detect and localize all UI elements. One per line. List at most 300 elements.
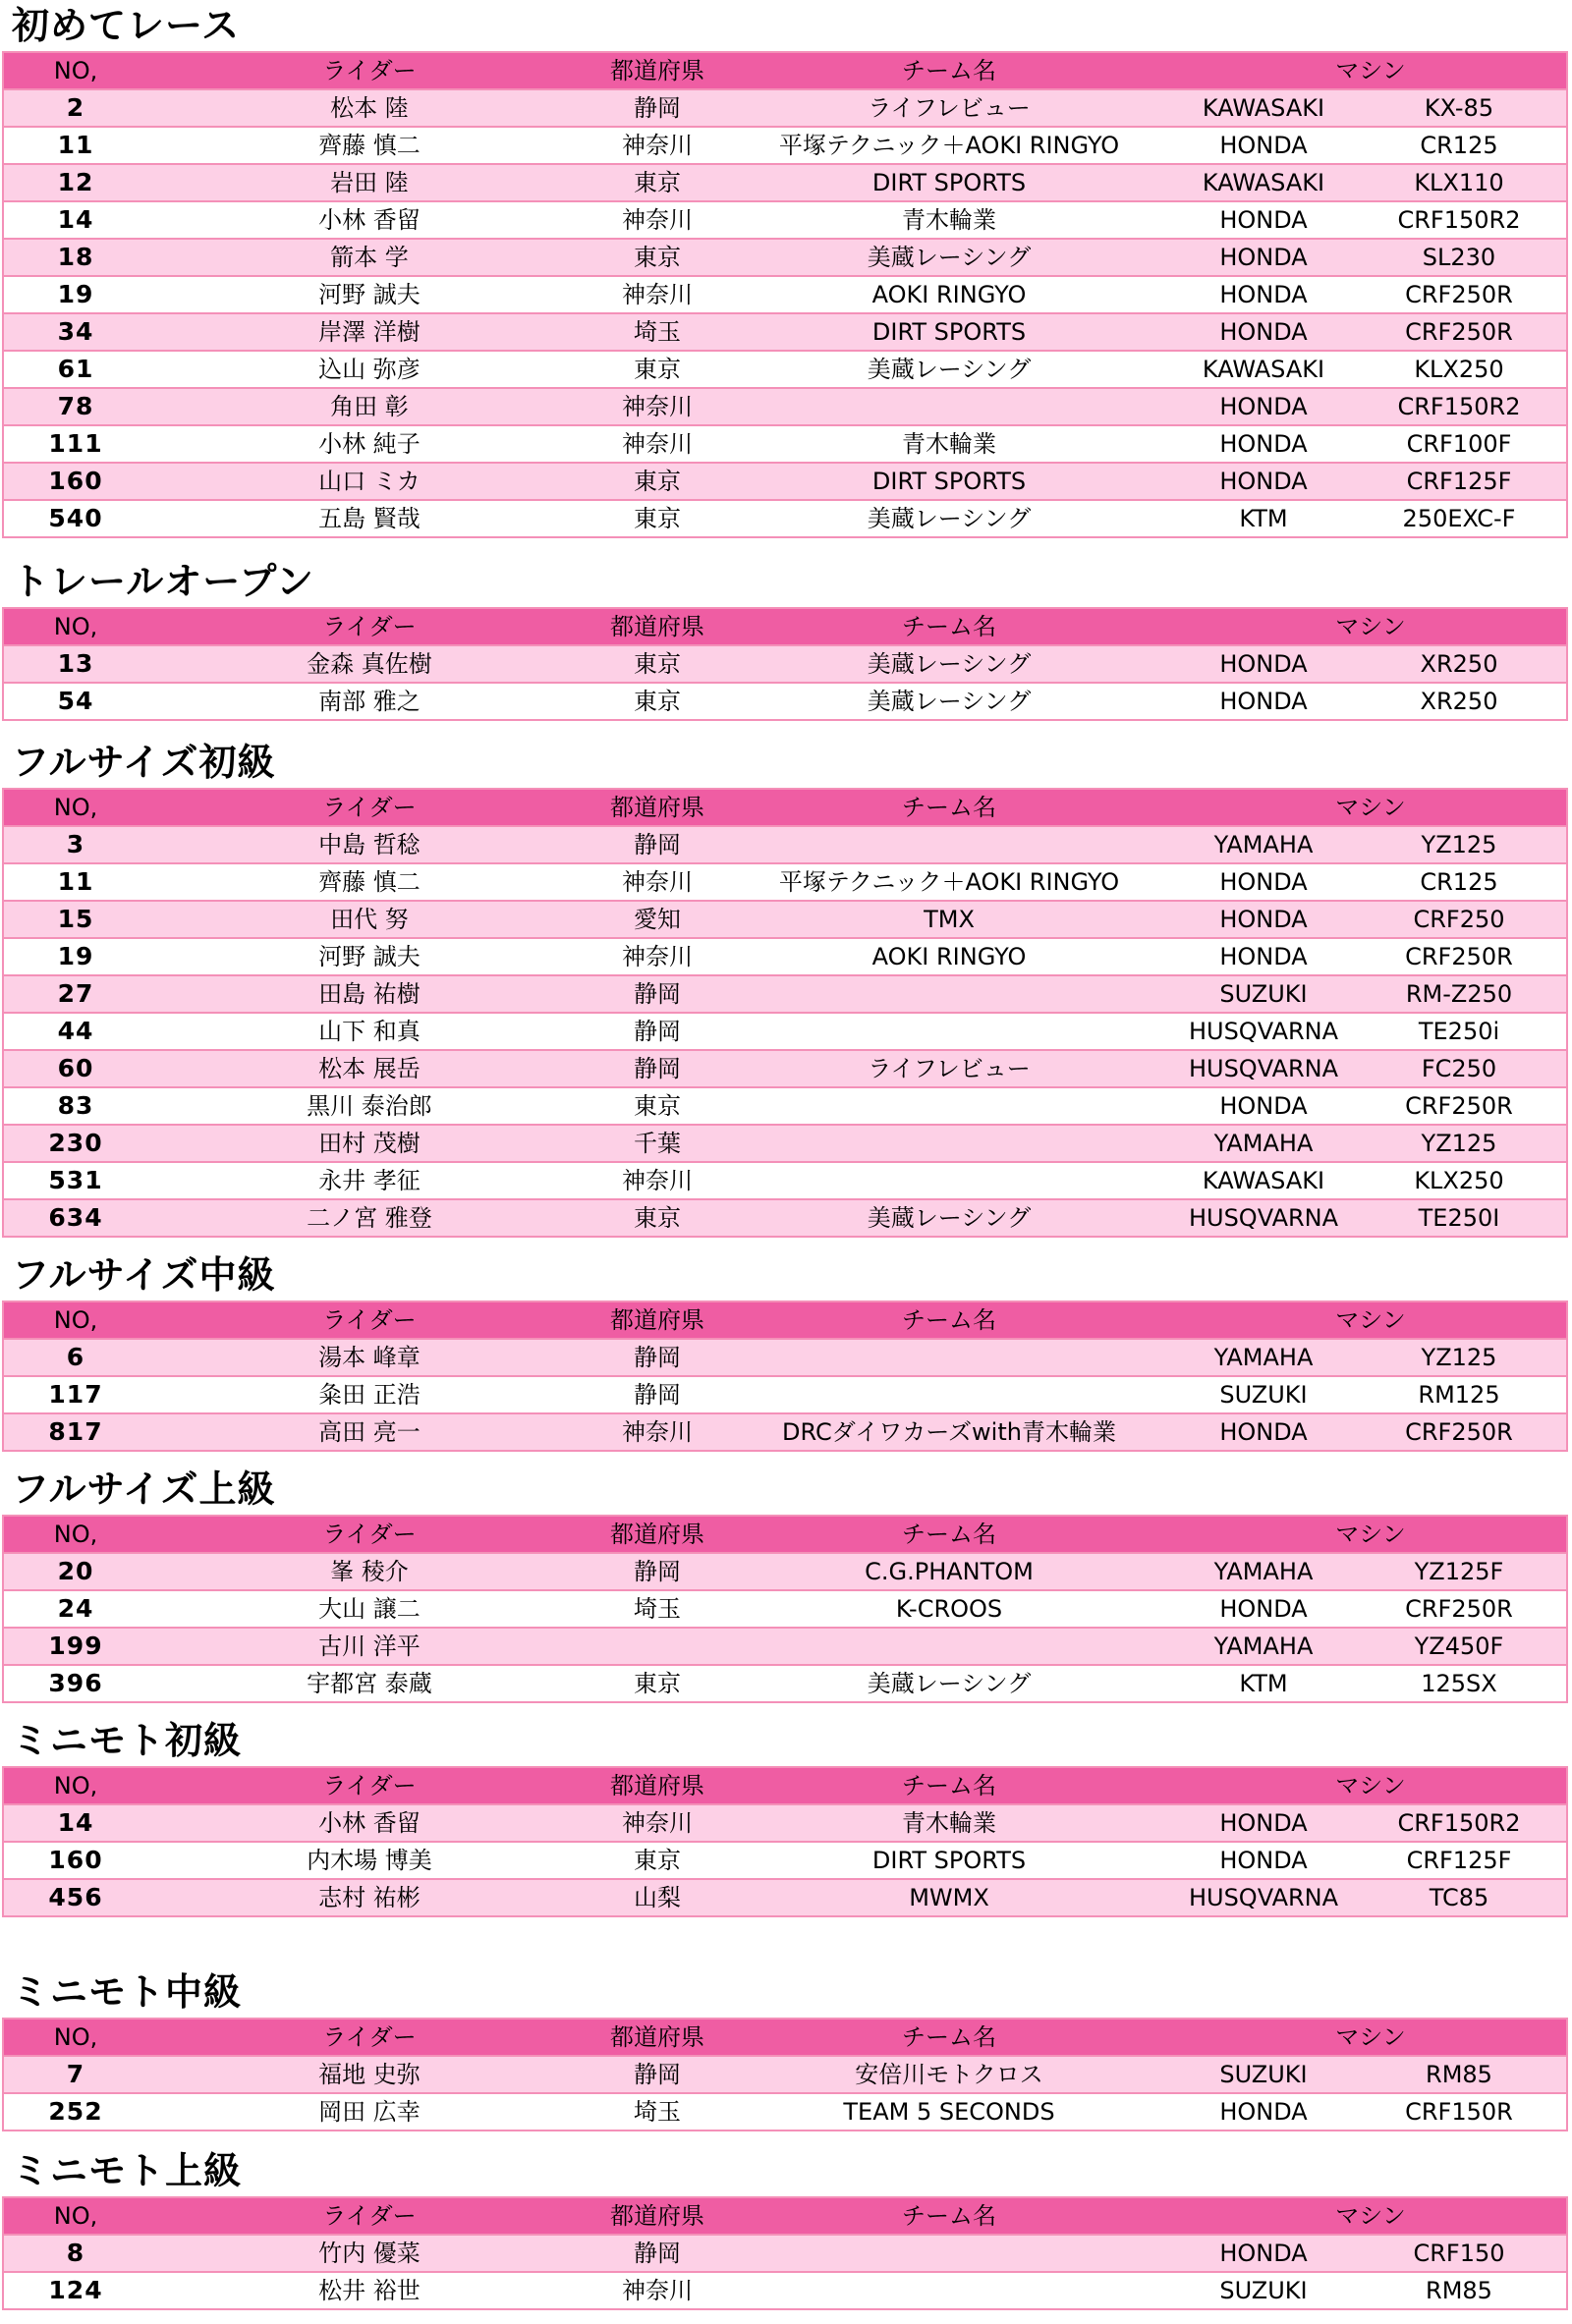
rider-prefecture: 神奈川	[622, 393, 693, 420]
rider-prefecture: 東京	[634, 244, 681, 271]
rider-team: DRCダイワカーズwith青木輪業	[782, 1418, 1116, 1446]
header-prefecture: 都道府県	[610, 1306, 704, 1334]
machine-model: CRF250R	[1405, 1092, 1513, 1120]
rider-prefecture: 東京	[634, 505, 681, 532]
rider-number: 160	[48, 467, 103, 495]
table-row	[2, 976, 1568, 1014]
entry-table	[2, 607, 1568, 721]
table-header	[2, 1302, 1568, 1340]
section-title: フルサイズ上級	[12, 1467, 276, 1511]
rider-team: DIRT SPORTS	[871, 1847, 1027, 1874]
table-row	[2, 1591, 1568, 1629]
header-rider: ライダー	[322, 613, 417, 640]
table-row	[2, 352, 1568, 389]
rider-name: 中島 哲稔	[318, 831, 421, 858]
table-row	[2, 165, 1568, 202]
rider-number: 60	[57, 1054, 94, 1082]
machine-model: CRF150R2	[1397, 1809, 1521, 1837]
rider-number: 83	[57, 1091, 94, 1120]
rider-number: 531	[48, 1166, 103, 1194]
table-row	[2, 1200, 1568, 1238]
header-rider: ライダー	[322, 794, 417, 821]
rider-team	[723, 976, 1175, 1012]
rider-team: 青木輪業	[902, 1809, 996, 1837]
machine-model: SL230	[1422, 244, 1496, 271]
machine-model: RM85	[1426, 2277, 1492, 2304]
rider-number: 27	[57, 979, 94, 1008]
rider-number: 18	[57, 243, 94, 271]
table-header	[2, 790, 1568, 827]
rider-team: TMX	[924, 906, 975, 933]
rider-name: 小林 香留	[318, 1809, 421, 1837]
machine-maker: HONDA	[1219, 943, 1308, 970]
machine-maker: YAMAHA	[1213, 1558, 1314, 1585]
machine-model: CRF250	[1413, 906, 1505, 933]
rider-team: DIRT SPORTS	[871, 318, 1027, 346]
table-row	[2, 864, 1568, 902]
rider-name: 小林 純子	[318, 430, 421, 458]
rider-name: 岩田 陸	[330, 169, 409, 196]
header-no: NO,	[53, 1306, 98, 1334]
rider-team: ライフレビュー	[868, 1055, 1031, 1082]
table-row	[2, 1554, 1568, 1591]
rider-team	[723, 1126, 1175, 1161]
header-machine: マシン	[1335, 1772, 1406, 1799]
table-row	[2, 1880, 1568, 1917]
rider-team: ライフレビュー	[868, 94, 1031, 122]
table-row	[2, 1414, 1568, 1452]
table-row	[2, 827, 1568, 864]
rider-name: 大山 譲二	[318, 1595, 421, 1623]
header-rider: ライダー	[322, 57, 417, 84]
section-title: フルサイズ初級	[12, 741, 276, 784]
rider-prefecture: 静岡	[634, 2061, 681, 2088]
header-team: チーム名	[902, 1772, 996, 1799]
rider-prefecture: 東京	[634, 1204, 681, 1232]
rider-number: 14	[57, 1808, 94, 1837]
rider-prefecture: 東京	[634, 356, 681, 383]
rider-prefecture: 静岡	[634, 1055, 681, 1082]
rider-team: 青木輪業	[902, 430, 996, 458]
machine-maker: KAWASAKI	[1202, 356, 1325, 383]
rider-prefecture: 静岡	[634, 2240, 681, 2267]
rider-prefecture: 神奈川	[622, 868, 693, 896]
rider-prefecture: 東京	[634, 1092, 681, 1120]
rider-prefecture: 神奈川	[622, 430, 693, 458]
section-title: ミニモト初級	[12, 1719, 243, 1762]
rider-prefecture: 静岡	[634, 1381, 681, 1409]
rider-number: 78	[57, 392, 94, 420]
header-machine: マシン	[1335, 2023, 1406, 2051]
table-row	[2, 2094, 1568, 2131]
rider-name: 松本 陸	[330, 94, 409, 122]
rider-name: 岸澤 洋樹	[318, 318, 421, 346]
section-title: トレールオープン	[12, 560, 314, 603]
rider-team: AOKI RINGYO	[871, 943, 1027, 970]
table-row	[2, 1126, 1568, 1163]
class-section	[0, 2145, 1572, 2310]
rider-team: MWMX	[909, 1884, 989, 1911]
rider-number: 19	[57, 280, 94, 308]
table-row	[2, 314, 1568, 352]
rider-name: 高田 亮一	[318, 1418, 421, 1446]
header-prefecture: 都道府県	[610, 794, 704, 821]
machine-maker: HONDA	[1219, 650, 1308, 678]
header-prefecture: 都道府県	[610, 613, 704, 640]
rider-team: 安倍川モトクロス	[855, 2061, 1043, 2088]
header-team: チーム名	[902, 1306, 996, 1334]
rider-team: AOKI RINGYO	[871, 281, 1027, 308]
rider-prefecture: 東京	[634, 1847, 681, 1874]
rider-number: 7	[66, 2060, 85, 2088]
class-section	[0, 1715, 1572, 1917]
rider-prefecture	[591, 1629, 723, 1664]
rider-team: K-CROOS	[895, 1595, 1003, 1623]
rider-prefecture: 神奈川	[622, 943, 693, 970]
machine-maker: YAMAHA	[1213, 1130, 1314, 1157]
machine-maker: YAMAHA	[1213, 831, 1314, 858]
header-team: チーム名	[902, 1521, 996, 1548]
entry-table	[2, 2196, 1568, 2310]
rider-number: 13	[57, 649, 94, 678]
machine-model: CR125	[1420, 132, 1498, 159]
header-machine: マシン	[1335, 794, 1406, 821]
rider-number: 117	[48, 1380, 103, 1409]
table-row	[2, 426, 1568, 464]
machine-model: CRF250R	[1405, 943, 1513, 970]
rider-team: 美蔵レーシング	[867, 688, 1032, 715]
header-machine: マシン	[1335, 1521, 1406, 1548]
header-prefecture: 都道府県	[610, 2202, 704, 2230]
machine-maker: HUSQVARNA	[1188, 1204, 1339, 1232]
rider-number: 20	[57, 1557, 94, 1585]
machine-model: CRF250R	[1405, 1595, 1513, 1623]
table-row	[2, 128, 1568, 165]
machine-model: CRF150R	[1405, 2098, 1513, 2126]
machine-maker: KAWASAKI	[1202, 1167, 1325, 1194]
header-rider: ライダー	[322, 1772, 417, 1799]
header-rider: ライダー	[322, 1521, 417, 1548]
rider-name: 福地 史弥	[318, 2061, 421, 2088]
rider-prefecture: 埼玉	[634, 1595, 681, 1623]
machine-maker: HONDA	[1219, 1809, 1308, 1837]
machine-maker: HONDA	[1219, 1847, 1308, 1874]
rider-number: 3	[66, 830, 85, 858]
table-row	[2, 1666, 1568, 1703]
table-row	[2, 1051, 1568, 1088]
machine-model: FC250	[1421, 1055, 1497, 1082]
rider-name: 宇都宮 泰蔵	[307, 1670, 432, 1697]
entry-table	[2, 51, 1568, 538]
rider-team: 美蔵レーシング	[867, 1204, 1032, 1232]
rider-number: 8	[66, 2239, 85, 2267]
rider-number: 15	[57, 905, 94, 933]
machine-model: CRF150	[1413, 2240, 1505, 2267]
table-row	[2, 240, 1568, 277]
rider-name: 齊藤 慎二	[318, 868, 421, 896]
rider-prefecture: 埼玉	[634, 2098, 681, 2126]
rider-name: 小林 香留	[318, 206, 421, 234]
rider-number: 396	[48, 1669, 103, 1697]
entry-table	[2, 1515, 1568, 1703]
rider-name: 田島 祐樹	[318, 980, 421, 1008]
machine-maker: HUSQVARNA	[1188, 1884, 1339, 1911]
rider-number: 230	[48, 1129, 103, 1157]
machine-model: TC85	[1429, 1884, 1489, 1911]
rider-name: 五島 賢哉	[318, 505, 421, 532]
rider-number: 11	[57, 867, 94, 896]
header-no: NO,	[53, 1521, 98, 1548]
header-no: NO,	[53, 57, 98, 84]
rider-prefecture: 神奈川	[622, 1418, 693, 1446]
header-rider: ライダー	[322, 1306, 417, 1334]
rider-prefecture: 東京	[634, 169, 681, 196]
table-row	[2, 1163, 1568, 1200]
machine-maker: HONDA	[1219, 244, 1308, 271]
machine-model: XR250	[1420, 688, 1498, 715]
machine-model: CRF150R2	[1397, 393, 1521, 420]
machine-maker: YAMAHA	[1213, 1632, 1314, 1660]
machine-model: CRF250R	[1405, 318, 1513, 346]
rider-number: 24	[57, 1594, 94, 1623]
machine-maker: HONDA	[1219, 906, 1308, 933]
machine-maker: HUSQVARNA	[1188, 1055, 1339, 1082]
table-row	[2, 939, 1568, 976]
rider-prefecture: 静岡	[634, 1018, 681, 1045]
rider-team: 平塚テクニック＋AOKI RINGYO	[778, 132, 1120, 159]
entry-table	[2, 1766, 1568, 1917]
machine-maker: HONDA	[1219, 688, 1308, 715]
header-no: NO,	[53, 794, 98, 821]
table-row	[2, 389, 1568, 426]
machine-model: YZ125	[1421, 1344, 1497, 1371]
machine-model: CRF125F	[1406, 468, 1512, 495]
rider-team	[723, 1377, 1175, 1412]
rider-team: DIRT SPORTS	[871, 169, 1027, 196]
rider-name: 竹内 優菜	[318, 2240, 421, 2267]
table-header	[2, 53, 1568, 90]
rider-team: 青木輪業	[902, 206, 996, 234]
machine-model: KLX110	[1414, 169, 1504, 196]
table-header	[2, 2020, 1568, 2057]
class-section	[0, 1464, 1572, 1703]
machine-maker: HONDA	[1219, 281, 1308, 308]
rider-number: 540	[48, 504, 103, 532]
rider-name: 湯本 峰章	[318, 1344, 421, 1371]
rider-team	[723, 2273, 1175, 2308]
table-header	[2, 1768, 1568, 1805]
rider-number: 160	[48, 1846, 103, 1874]
rider-number: 54	[57, 687, 94, 715]
header-team: チーム名	[902, 613, 996, 640]
machine-model: KLX250	[1414, 356, 1504, 383]
rider-team: 美蔵レーシング	[867, 505, 1032, 532]
rider-name: 山下 和真	[318, 1018, 421, 1045]
entry-table	[2, 788, 1568, 1238]
section-title: ミニモト中級	[12, 1970, 243, 2014]
rider-team: C.G.PHANTOM	[865, 1558, 1034, 1585]
machine-maker: HONDA	[1219, 2240, 1308, 2267]
rider-prefecture: 神奈川	[622, 1809, 693, 1837]
rider-number: 19	[57, 942, 94, 970]
machine-model: KLX250	[1414, 1167, 1504, 1194]
rider-name: 内木場 博美	[307, 1847, 432, 1874]
table-row	[2, 277, 1568, 314]
header-no: NO,	[53, 1772, 98, 1799]
rider-name: 田代 努	[330, 906, 409, 933]
table-header	[2, 609, 1568, 646]
table-row	[2, 1843, 1568, 1880]
rider-team	[723, 1340, 1175, 1375]
rider-prefecture: 神奈川	[622, 281, 693, 308]
rider-name: 岡田 広幸	[318, 2098, 421, 2126]
table-row	[2, 684, 1568, 721]
machine-maker: HONDA	[1219, 1092, 1308, 1120]
rider-name: 粂田 正浩	[318, 1381, 421, 1409]
rider-number: 111	[48, 429, 103, 458]
rider-name: 箭本 学	[330, 244, 409, 271]
table-row	[2, 1377, 1568, 1414]
table-header	[2, 2198, 1568, 2236]
header-machine: マシン	[1335, 1306, 1406, 1334]
class-section	[0, 0, 1572, 538]
header-prefecture: 都道府県	[610, 1772, 704, 1799]
section-title: フルサイズ中級	[12, 1253, 276, 1297]
machine-maker: KTM	[1239, 1670, 1288, 1697]
header-team: チーム名	[902, 2023, 996, 2051]
rider-prefecture: 千葉	[634, 1130, 681, 1157]
rider-prefecture: 静岡	[634, 1344, 681, 1371]
table-row	[2, 646, 1568, 684]
rider-team: 美蔵レーシング	[867, 650, 1032, 678]
machine-model: RM125	[1418, 1381, 1500, 1409]
rider-number: 61	[57, 355, 94, 383]
table-row	[2, 202, 1568, 240]
rider-number: 11	[57, 131, 94, 159]
header-no: NO,	[53, 613, 98, 640]
rider-team	[723, 1088, 1175, 1124]
machine-model: XR250	[1420, 650, 1498, 678]
rider-prefecture: 神奈川	[622, 206, 693, 234]
rider-name: 金森 真佐樹	[307, 650, 432, 678]
table-row	[2, 90, 1568, 128]
machine-maker: HONDA	[1219, 132, 1308, 159]
rider-name: 永井 孝征	[318, 1167, 421, 1194]
machine-model: TE250I	[1418, 1204, 1500, 1232]
machine-model: KX-85	[1424, 94, 1494, 122]
rider-name: 田村 茂樹	[318, 1130, 421, 1157]
rider-prefecture: 静岡	[634, 1558, 681, 1585]
rider-name: 角田 彰	[330, 393, 409, 420]
rider-name: 峯 稜介	[330, 1558, 409, 1585]
header-machine: マシン	[1335, 2202, 1406, 2230]
rider-team: TEAM 5 SECONDS	[843, 2098, 1055, 2126]
machine-maker: HONDA	[1219, 393, 1308, 420]
table-row	[2, 2273, 1568, 2310]
machine-maker: HONDA	[1219, 430, 1308, 458]
rider-number: 12	[57, 168, 94, 196]
rider-prefecture: 静岡	[634, 94, 681, 122]
machine-model: CRF250R	[1405, 281, 1513, 308]
rider-team: 美蔵レーシング	[867, 356, 1032, 383]
machine-maker: SUZUKI	[1219, 2061, 1308, 2088]
class-section	[0, 737, 1572, 1238]
rider-number: 817	[48, 1417, 103, 1446]
rider-name: 黒川 泰治郎	[307, 1092, 432, 1120]
machine-maker: HONDA	[1219, 318, 1308, 346]
class-section	[0, 1249, 1572, 1452]
rider-prefecture: 東京	[634, 688, 681, 715]
machine-model: 250EXC-F	[1402, 505, 1516, 532]
table-row	[2, 1805, 1568, 1843]
machine-maker: YAMAHA	[1213, 1344, 1314, 1371]
table-row	[2, 1014, 1568, 1051]
section-title: ミニモト上級	[12, 2149, 243, 2192]
rider-team	[723, 1163, 1175, 1198]
rider-number: 456	[48, 1883, 103, 1911]
machine-model: RM85	[1426, 2061, 1492, 2088]
rider-name: 二ノ宮 雅登	[307, 1204, 432, 1232]
rider-name: 齊藤 慎二	[318, 132, 421, 159]
rider-number: 14	[57, 205, 94, 234]
machine-model: YZ125F	[1414, 1558, 1504, 1585]
machine-maker: HONDA	[1219, 2098, 1308, 2126]
machine-model: YZ450F	[1414, 1632, 1504, 1660]
rider-name: 松本 展岳	[318, 1055, 421, 1082]
rider-team: 美蔵レーシング	[867, 244, 1032, 271]
table-row	[2, 2057, 1568, 2094]
header-rider: ライダー	[322, 2202, 417, 2230]
table-row	[2, 1088, 1568, 1126]
rider-team: 美蔵レーシング	[867, 1670, 1032, 1697]
machine-maker: KAWASAKI	[1202, 94, 1325, 122]
class-section	[0, 556, 1572, 721]
header-prefecture: 都道府県	[610, 2023, 704, 2051]
rider-number: 199	[48, 1632, 103, 1660]
table-row	[2, 1340, 1568, 1377]
section-title: 初めてレース	[12, 4, 241, 47]
machine-model: YZ125	[1421, 831, 1497, 858]
rider-prefecture: 愛知	[634, 906, 681, 933]
rider-team	[723, 1014, 1175, 1049]
machine-maker: SUZUKI	[1219, 2277, 1308, 2304]
machine-maker: HONDA	[1219, 1418, 1308, 1446]
rider-prefecture: 静岡	[634, 831, 681, 858]
rider-team	[723, 827, 1175, 862]
machine-model: RM-Z250	[1405, 980, 1513, 1008]
rider-prefecture: 神奈川	[622, 132, 693, 159]
rider-name: 山口 ミカ	[318, 468, 421, 495]
header-machine: マシン	[1335, 57, 1406, 84]
rider-team	[723, 2236, 1175, 2271]
rider-name: 志村 祐彬	[318, 1884, 421, 1911]
rider-prefecture: 山梨	[634, 1884, 681, 1911]
machine-maker: KAWASAKI	[1202, 169, 1325, 196]
header-prefecture: 都道府県	[610, 1521, 704, 1548]
machine-model: CRF150R2	[1397, 206, 1521, 234]
rider-team	[723, 389, 1175, 424]
machine-maker: HONDA	[1219, 1595, 1308, 1623]
rider-team: DIRT SPORTS	[871, 468, 1027, 495]
rider-number: 124	[48, 2276, 103, 2304]
machine-maker: HONDA	[1219, 206, 1308, 234]
machine-model: CRF250R	[1405, 1418, 1513, 1446]
machine-maker: KTM	[1239, 505, 1288, 532]
rider-prefecture: 東京	[634, 468, 681, 495]
machine-maker: HONDA	[1219, 468, 1308, 495]
machine-model: 125SX	[1421, 1670, 1497, 1697]
rider-name: 南部 雅之	[318, 688, 421, 715]
